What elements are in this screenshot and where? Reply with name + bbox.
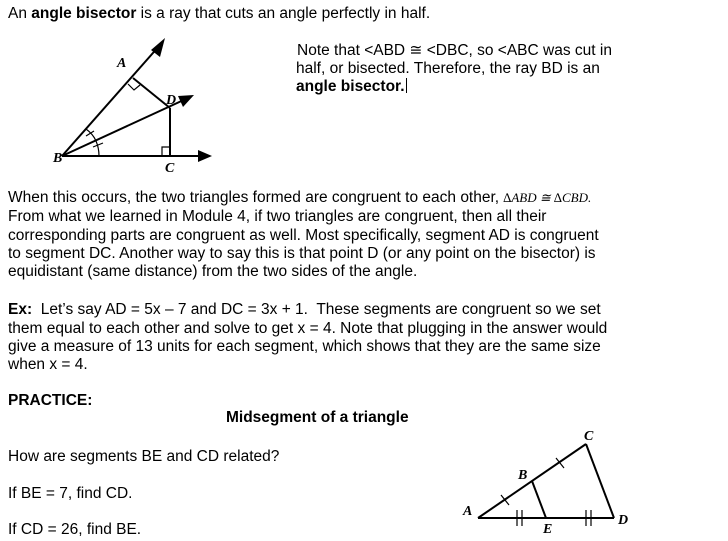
label-c-2: C [584,429,594,444]
congruence-line-3: corresponding parts are congruent as well. Most specifically, segment AD is congruent [8,227,599,244]
practice-question-2: If BE = 7, find CD. [8,485,133,502]
side-cd [586,444,614,518]
example-line-3: give a measure of 13 units for each segment, which shows that they are the same size [8,338,601,355]
practice-question-1: How are segments BE and CD related? [8,448,280,465]
example-line-1-text: Let’s say AD = 5x – 7 and DC = 3x + 1. These segments are congruent so we set [32,301,601,318]
congruence-line-1-text: When this occurs, the two triangles formed are congruent to each other, [8,189,504,206]
intro-term: angle bisector [31,5,137,22]
midsegment-be [532,481,546,518]
intro-pre: An [8,5,32,22]
congruence-line-5: equidistant (same distance) from the two sides of the angle. [8,263,418,280]
label-b-2: B [518,468,528,483]
example-line-4: when x = 4. [8,356,88,373]
label-d: D [166,93,177,108]
label-a: A [117,56,127,71]
note-line-1: Note that <ABD ≅ <DBC, so <ABC was cut in [297,42,612,59]
label-e-2: E [543,522,553,537]
practice-subheading: Midsegment of a triangle [226,409,409,426]
note-bold-term: angle bisector. [296,78,405,95]
congruence-math: ∆ABD ≅ ∆CBD. [503,190,592,205]
label-d-2: D [618,513,629,528]
practice-question-3: If CD = 26, find BE. [8,521,142,538]
label-b: B [53,151,63,166]
example-line-2: them equal to each other and solve to get x = 4. Note that plugging in the answer would [8,320,608,337]
practice-heading: PRACTICE: [8,392,93,409]
label-a-2: A [463,504,473,519]
example-label: Ex: [8,301,33,318]
intro-post: is a ray that cuts an angle perfectly in half. [136,5,431,22]
note-line-2: half, or bisected. Therefore, the ray BD is an [296,60,600,77]
congruence-line-2: From what we learned in Module 4, if two triangles are congruent, then all their [8,208,547,225]
congruence-line-4: to segment DC. Another way to say this is that point D (or any point on the bisector) is [8,245,596,262]
label-c: C [165,161,175,176]
